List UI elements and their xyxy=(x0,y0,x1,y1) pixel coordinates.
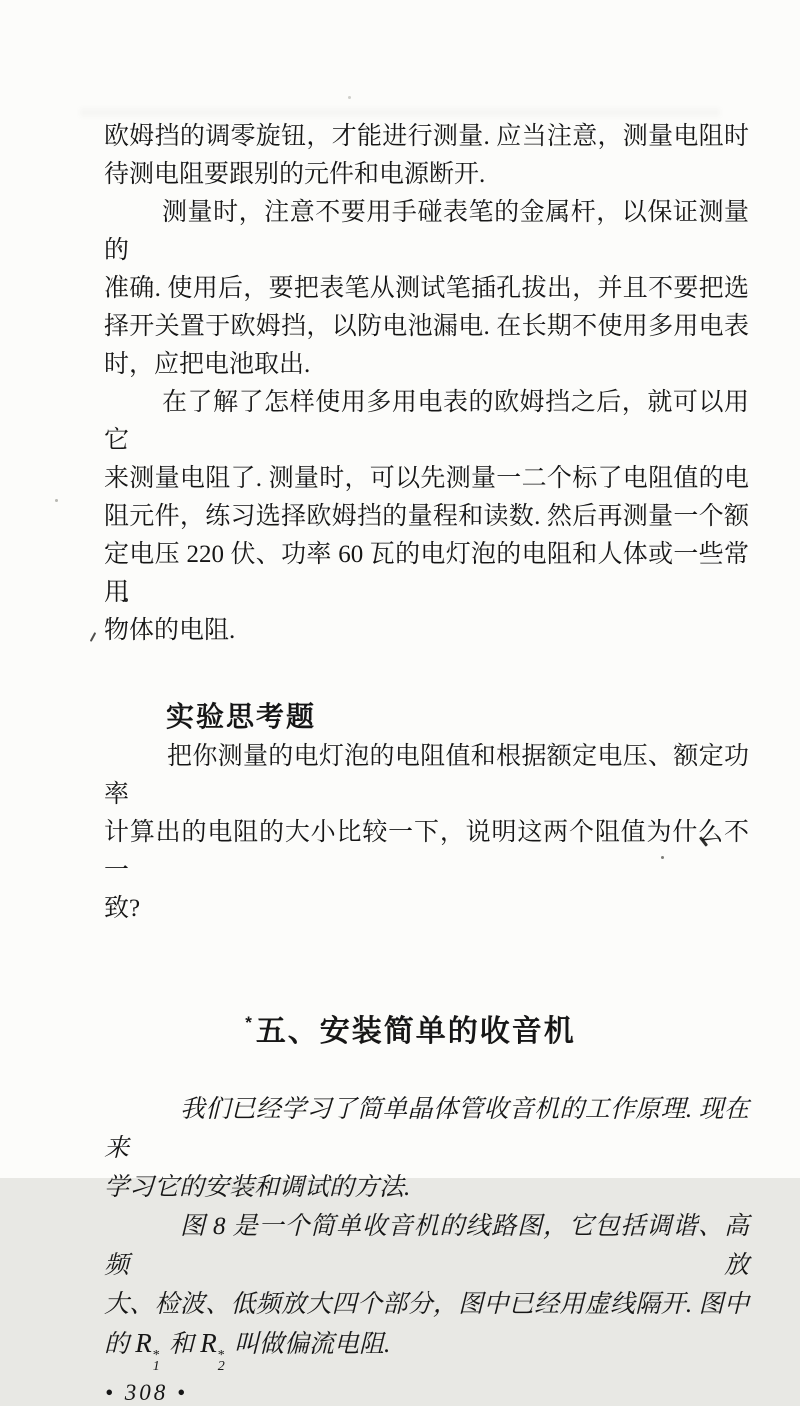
text-line: 大、检波、低频放大四个部分，图中已经用虚线隔开. 图中 xyxy=(104,1291,749,1318)
text-column xyxy=(104,0,749,1406)
paragraph xyxy=(104,194,749,384)
text-line: 在了解了怎样使用多用电表的欧姆挡之后，就可以用它 xyxy=(104,389,749,454)
text-line: 图 8 是一个简单收音机的线路图，它包括调谐、高频放 xyxy=(104,1213,749,1279)
sub-sup-stack: * 2 xyxy=(217,1348,225,1374)
text-line: 阻元件，练习选择欧姆挡的量程和读数. 然后再测量一个额 xyxy=(104,503,749,530)
paragraph xyxy=(104,384,749,650)
text-line: 择开关置于欧姆挡，以防电池漏电. 在长期不使用多用电表 xyxy=(104,313,749,340)
scan-speck xyxy=(55,499,58,502)
paragraph xyxy=(104,118,749,194)
text-line: 把你测量的电灯泡的电阻值和根据额定电压、额定功率 xyxy=(104,743,749,808)
thought-questions-body xyxy=(104,738,749,928)
text-line: 来测量电阻了. 测量时，可以先测量一二个标了电阻值的电 xyxy=(104,465,749,492)
text-line: 物体的电阻. xyxy=(104,617,236,644)
text-line: 时，应把电池取出. xyxy=(104,351,311,378)
text-line: 计算出的电阻的大小比较一下，说明这两个阻值为什么不一 xyxy=(104,819,749,884)
text-line: 待测电阻要跟别的元件和电源断开. xyxy=(104,161,486,188)
text-segment: 的 xyxy=(104,1331,136,1358)
text-line: 欧姆挡的调零旋钮，才能进行测量. 应当注意，测量电阻时 xyxy=(104,123,749,150)
body-text-radio xyxy=(104,1090,749,1372)
paragraph xyxy=(104,738,749,928)
section-title-text: 五、安装简单的收音机 xyxy=(255,1015,576,1048)
text-line: 致? xyxy=(104,895,141,922)
text-line: 测量时，注意不要用手碰表笔的金属杆，以保证测量的 xyxy=(104,199,749,264)
thought-questions-heading: 实验思考题 xyxy=(166,701,317,732)
body-text-multimeter xyxy=(104,118,749,650)
page-number: • 308 • xyxy=(105,1380,189,1405)
sub-sup-stack: * 1 xyxy=(152,1348,160,1374)
text-line: 准确. 使用后，要把表笔从测试笔插孔拔出，并且不要把选 xyxy=(104,275,749,302)
text-line: 我们已经学习了简单晶体管收音机的工作原理. 现在来 xyxy=(104,1096,749,1162)
text-segment: 叫做偏流电阻. xyxy=(227,1331,391,1358)
paragraph xyxy=(104,1207,749,1372)
text-line: 学习它的安装和调试的方法. xyxy=(104,1174,411,1201)
section-title xyxy=(88,1001,733,1054)
paragraph xyxy=(104,1090,749,1207)
text-line: 定电压 220 伏、功率 60 瓦的电灯泡的电阻和人体或一些常用 xyxy=(104,541,749,606)
resistor-symbol: R xyxy=(200,1328,217,1358)
section-title-asterisk: * xyxy=(245,1013,254,1032)
scan-speck xyxy=(90,632,96,642)
resistor-symbol: R xyxy=(135,1328,152,1358)
text-line xyxy=(104,1324,749,1372)
text-segment: 和 xyxy=(162,1331,201,1358)
